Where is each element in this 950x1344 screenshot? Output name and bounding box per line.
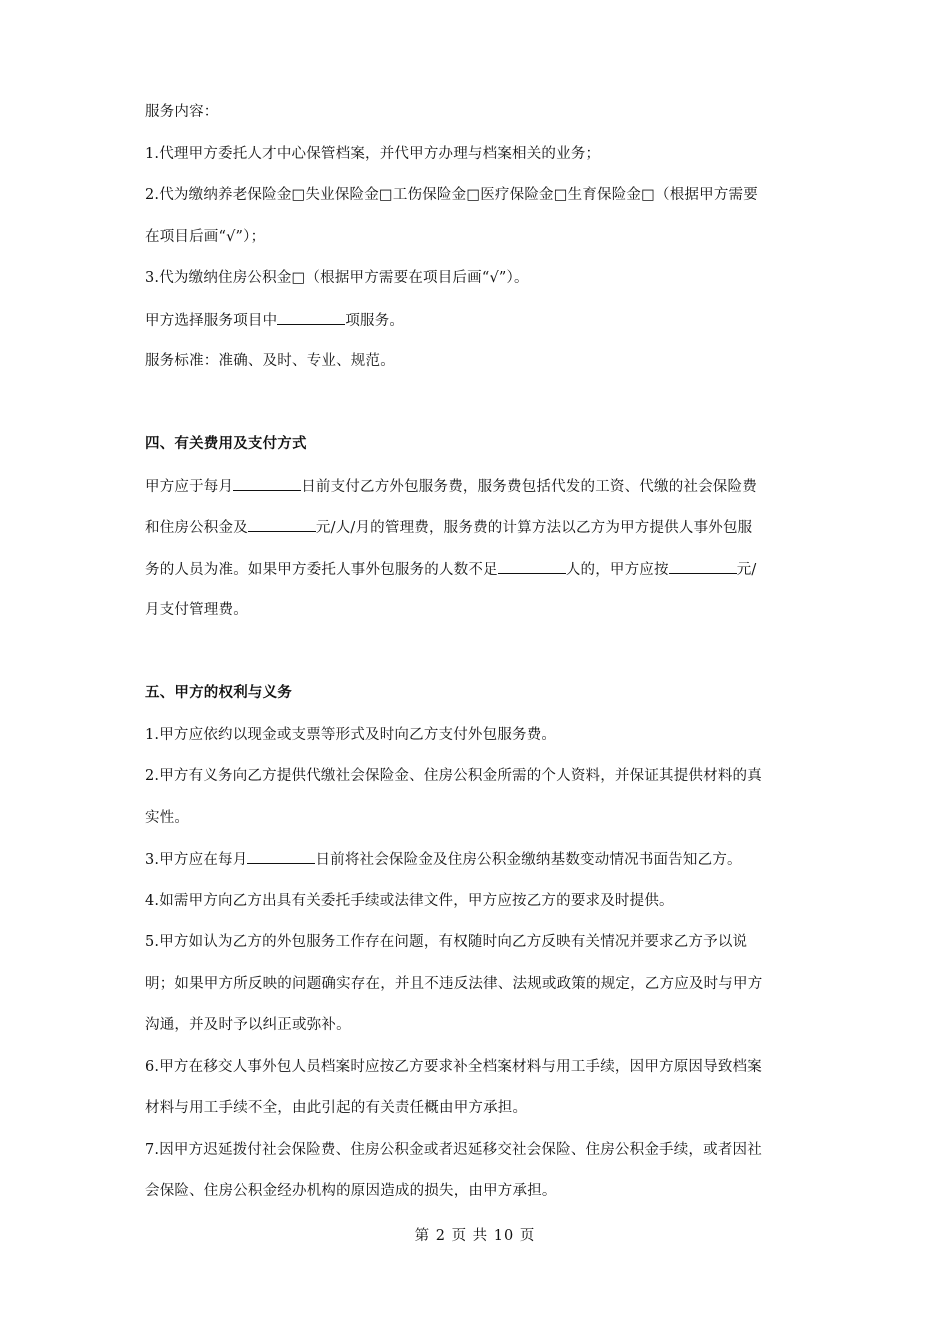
fee-line-1-part-a: 甲方应于每月 [145,479,234,495]
obligation-item-1: 1.甲方应依约以现金或支票等形式及时向乙方支付外包服务费。 [145,727,557,743]
section-5-heading: 五、甲方的权利与义务 [145,685,292,701]
fee-line-2-part-a: 和住房公积金及 [145,520,248,536]
fee-line-1-part-b: 日前支付乙方外包服务费，服务费包括代发的工资、代缴的社会保险费 [301,479,757,495]
fill-blank [247,849,315,864]
obligation-item-4: 4.如需甲方向乙方出具有关委托手续或法律文件，甲方应按乙方的要求及时提供。 [145,893,674,909]
fill-blank [498,559,566,574]
obligation-item-7-line-1: 7.因甲方迟延拨付社会保险费、住房公积金或者迟延移交社会保险、住房公积金手续，或者因社 [145,1142,762,1158]
service-content-label: 服务内容： [145,104,219,120]
fill-blank [233,476,301,491]
service-standard: 服务标准：准确、及时、专业、规范。 [145,353,395,369]
section-4-heading: 四、有关费用及支付方式 [145,436,307,452]
service-item-2-line-2: 在项目后画“√”）； [145,229,266,245]
fee-line-3-part-b: 人的，甲方应按 [565,562,669,578]
fill-blank [277,310,345,325]
obligation-item-7-line-2: 会保险、住房公积金经办机构的原因造成的损失，由甲方承担。 [145,1183,557,1199]
service-item-2-line-1: 2.代为缴纳养老保险金□失业保险金□工伤保险金□医疗保险金□生育保险金□（根据甲方需要 [145,187,758,203]
fee-line-2-part-b: 元/人/月的管理费，服务费的计算方法以乙方为甲方提供人事外包服 [315,520,753,536]
obligation-item-6-line-2: 材料与用工手续不全，由此引起的有关责任概由甲方承担。 [145,1100,528,1116]
fee-line-3-part-c: 元/ [736,562,757,578]
obligation-item-2-line-2: 实性。 [145,810,190,826]
service-choice-suffix: 项服务。 [345,313,405,329]
fee-line-1 [145,476,815,497]
fee-line-4: 月支付管理费。 [145,602,248,618]
obligation-item-3-part-a: 3.甲方应在每月 [145,852,248,868]
obligation-item-3-part-b: 日前将社会保险金及住房公积金缴纳基数变动情况书面告知乙方。 [315,852,742,868]
fill-blank [248,517,316,532]
service-item-3: 3.代为缴纳住房公积金□（根据甲方需要在项目后画“√”）。 [145,270,529,286]
service-item-1: 1.代理甲方委托人才中心保管档案，并代甲方办理与档案相关的业务； [145,146,601,162]
fee-line-2 [145,517,815,538]
obligation-item-5-line-2: 明；如果甲方所反映的问题确实存在，并且不违反法律、法规或政策的规定，乙方应及时与甲方 [145,976,763,992]
fee-line-3-part-a: 务的人员为准。如果甲方委托人事外包服务的人数不足 [145,562,498,578]
obligation-item-3 [145,849,815,870]
obligation-item-6-line-1: 6.甲方在移交人事外包人员档案时应按乙方要求补全档案材料与用工手续，因甲方原因导致档案 [145,1059,762,1075]
fee-line-3 [145,559,815,580]
obligation-item-2-line-1: 2.甲方有义务向乙方提供代缴社会保险金、住房公积金所需的个人资料，并保证其提供材料的真 [145,768,762,784]
service-choice-line [145,310,815,331]
obligation-item-5-line-1: 5.甲方如认为乙方的外包服务工作存在问题，有权随时向乙方反映有关情况并要求乙方予以说 [145,934,748,950]
page-number-footer: 第 2 页 共 10 页 [414,1228,536,1244]
obligation-item-5-line-3: 沟通，并及时予以纠正或弥补。 [145,1017,351,1033]
service-choice-prefix: 甲方选择服务项目中 [145,313,278,329]
fill-blank [669,559,737,574]
